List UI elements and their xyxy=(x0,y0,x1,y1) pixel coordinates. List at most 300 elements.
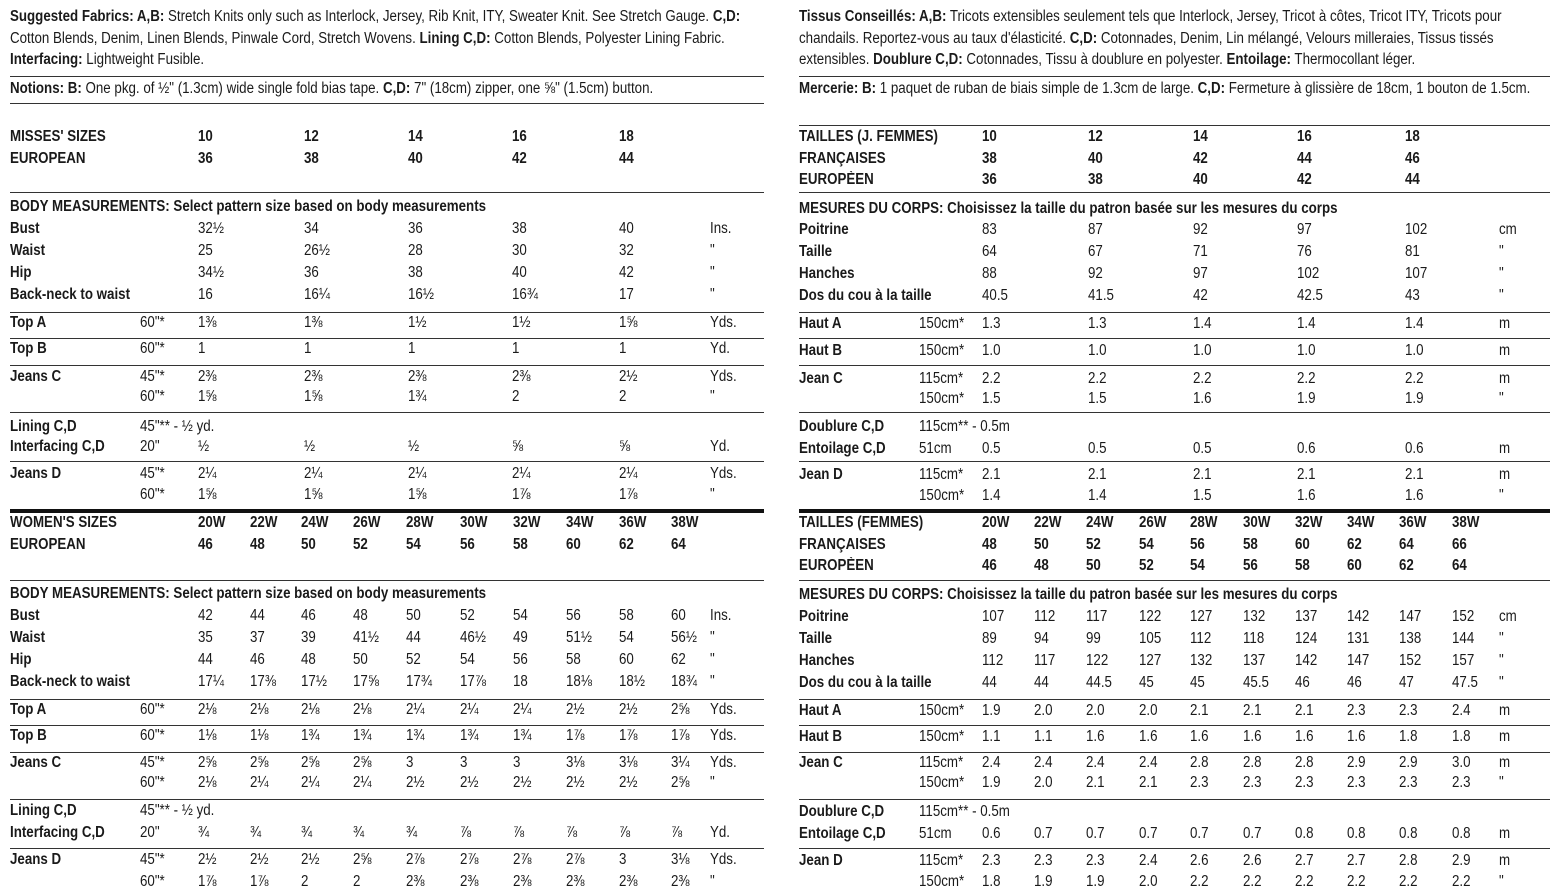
women-body-cell: 122 xyxy=(1139,608,1162,625)
misses-size-cell: 40 xyxy=(1088,149,1103,167)
women-yardage-cell: 2.1 xyxy=(1243,702,1262,719)
women-yardage-cell: ¾ xyxy=(406,824,418,841)
women-yardage-label: Doublure C,D xyxy=(799,803,885,820)
women-size-cell: 46 xyxy=(982,557,997,574)
misses-yardage-cell: 1½ xyxy=(408,314,427,331)
women-yardage-cell: 2⅜ xyxy=(671,873,690,890)
misses-divider xyxy=(799,312,1550,313)
women-yardage-cell: 1.9 xyxy=(982,774,1001,791)
women-yardage-cell: 2.9 xyxy=(1347,754,1366,771)
women-unit: " xyxy=(710,673,715,690)
misses-fabric-width: 20" xyxy=(140,438,160,455)
women-yardage-cell: 0.7 xyxy=(1086,825,1105,842)
misses-yardage-cell: 1 xyxy=(198,340,206,357)
misses-unit: Yds. xyxy=(710,368,737,385)
women-body-cell: 44.5 xyxy=(1086,674,1112,691)
women-yardage-cell: 2⅜ xyxy=(619,873,638,890)
misses-size-label: TAILLES (J. FEMMES) xyxy=(799,128,938,145)
misses-size-cell: 10 xyxy=(198,128,213,145)
misses-body-cell: 17 xyxy=(619,286,634,303)
misses-yardage-label: Lining C,D xyxy=(10,418,77,435)
women-yardage-cell: 2⅞ xyxy=(513,851,532,868)
women-unit: " xyxy=(1499,873,1504,890)
women-body-cell: 94 xyxy=(1034,630,1049,647)
women-yardage-label: Interfacing C,D xyxy=(10,824,105,841)
women-yardage-cell: ⅞ xyxy=(671,824,683,841)
misses-yardage-cell: 1.6 xyxy=(1405,487,1424,504)
notions-segment: One pkg. of ½" (1.3cm) wide single fold bias tape. xyxy=(81,80,383,97)
women-yardage-label: Haut A xyxy=(799,702,842,719)
misses-body-cell: 40.5 xyxy=(982,287,1008,304)
women-body-label: Hip xyxy=(10,651,32,668)
women-yardage-cell: 1.9 xyxy=(982,702,1001,719)
misses-yardage-cell: 1⅝ xyxy=(619,314,638,331)
women-yardage-label: Top A xyxy=(10,701,47,718)
misses-size-label: EUROPÈEN xyxy=(799,171,874,188)
women-body-cell: 117 xyxy=(1086,608,1108,625)
misses-yardage-cell: 1.0 xyxy=(1405,342,1424,359)
women-size-cell: 36W xyxy=(1399,514,1427,531)
women-yardage-cell: 2.3 xyxy=(1399,774,1418,791)
women-body-heading: MESURES DU CORPS: Choisissez la taille du patron basée sur les mesures du corps xyxy=(799,586,1338,603)
women-divider xyxy=(10,580,764,581)
misses-body-cell: 34½ xyxy=(198,264,224,281)
misses-body-cell: 81 xyxy=(1405,243,1420,260)
women-body-cell: 49 xyxy=(513,629,528,646)
misses-yardage-cell: 1 xyxy=(619,340,627,357)
women-fabric-width: 150cm* xyxy=(919,728,965,745)
misses-unit: " xyxy=(710,286,715,303)
misses-body-cell: 64 xyxy=(982,243,997,260)
women-body-cell: 46½ xyxy=(460,629,486,646)
women-body-cell: 131 xyxy=(1347,630,1370,647)
misses-body-cell: 32 xyxy=(619,242,634,259)
women-body-cell: 44 xyxy=(250,607,265,624)
women-fabric-width: 45"** - ½ yd. xyxy=(140,802,215,819)
section-divider-thick xyxy=(799,509,1550,513)
misses-yardage-label: Haut A xyxy=(799,315,842,332)
women-unit: " xyxy=(1499,774,1504,791)
women-body-cell: 44 xyxy=(198,651,213,668)
women-size-cell: 26W xyxy=(353,514,381,531)
misses-yardage-cell: 1.0 xyxy=(1297,342,1316,359)
misses-yardage-cell: 1.0 xyxy=(1193,342,1212,359)
misses-fabric-width: 115cm* xyxy=(919,466,964,483)
women-unit: " xyxy=(710,651,715,668)
women-yardage-label: Jeans C xyxy=(10,754,62,771)
women-yardage-cell: ⅞ xyxy=(460,824,472,841)
misses-yardage-cell: 2¼ xyxy=(619,465,638,482)
misses-yardage-label: Jeans D xyxy=(10,465,62,482)
misses-size-cell: 16 xyxy=(512,128,527,145)
fabrics-divider xyxy=(10,76,764,77)
misses-unit: Yds. xyxy=(710,314,737,331)
misses-body-label: Hip xyxy=(10,264,32,281)
misses-divider xyxy=(799,192,1550,193)
women-size-cell: 46 xyxy=(198,535,213,553)
women-unit: Yds. xyxy=(710,727,737,744)
misses-body-cell: 43 xyxy=(1405,287,1420,304)
misses-fabric-width: 115cm* xyxy=(919,370,964,387)
misses-unit: m xyxy=(1499,466,1511,483)
women-yardage-cell: 3¼ xyxy=(671,754,690,771)
women-body-cell: 147 xyxy=(1347,652,1370,669)
misses-size-cell: 16 xyxy=(1297,128,1312,145)
women-body-cell: 62 xyxy=(671,651,686,668)
misses-yardage-cell: 0.5 xyxy=(982,440,1001,457)
women-body-cell: 17⅝ xyxy=(353,673,379,690)
misses-body-cell: 36 xyxy=(304,264,319,281)
misses-size-cell: 14 xyxy=(1193,128,1208,145)
women-yardage-cell: 1.1 xyxy=(1034,728,1053,745)
women-yardage-cell: ¾ xyxy=(198,824,210,841)
women-yardage-cell: 1.6 xyxy=(1347,728,1366,745)
notions-divider xyxy=(799,125,1550,126)
women-fabric-width: 115cm** - 0.5m xyxy=(919,803,1010,820)
women-size-cell: 50 xyxy=(1034,535,1049,553)
women-size-cell: 36W xyxy=(619,514,647,531)
misses-yardage-cell: 1⅞ xyxy=(512,486,531,503)
women-unit: m xyxy=(1499,702,1511,719)
women-unit: Yds. xyxy=(710,851,737,868)
women-size-label: EUROPÈEN xyxy=(799,557,874,574)
women-body-cell: 48 xyxy=(301,651,316,668)
women-yardage-cell: 2.2 xyxy=(1243,873,1262,890)
women-size-cell: 60 xyxy=(1347,557,1362,574)
women-body-cell: 47 xyxy=(1399,674,1414,691)
women-yardage-cell: 1¾ xyxy=(353,727,372,744)
women-yardage-cell: 2½ xyxy=(406,774,425,791)
women-size-cell: 60 xyxy=(1295,535,1310,553)
women-yardage-cell: 2⅝ xyxy=(250,754,269,771)
women-yardage-cell: 2.6 xyxy=(1243,852,1262,869)
misses-fabric-width: 60"* xyxy=(140,486,165,503)
misses-yardage-label: Top A xyxy=(10,314,47,331)
misses-body-heading: MESURES DU CORPS: Choisissez la taille du patron basée sur les mesures du corps xyxy=(799,200,1338,217)
women-body-cell: 17⅞ xyxy=(460,673,486,690)
misses-fabric-width: 115cm** - 0.5m xyxy=(919,418,1010,435)
women-divider xyxy=(10,799,764,800)
suggested-fabrics-segment: C,D: xyxy=(1069,29,1098,47)
women-yardage-cell: 1¾ xyxy=(406,727,425,744)
women-yardage-cell: 2.0 xyxy=(1034,774,1053,791)
women-yardage-cell: 2.4 xyxy=(982,754,1001,771)
misses-body-label: Dos du cou à la taille xyxy=(799,287,932,304)
suggested-fabrics-segment: Entoilage: xyxy=(1226,51,1291,68)
women-yardage-cell: 2¼ xyxy=(250,774,269,791)
women-divider xyxy=(10,752,764,753)
misses-fabric-width: 51cm xyxy=(919,440,952,457)
misses-yardage-cell: 1¾ xyxy=(408,388,427,405)
women-size-cell: 28W xyxy=(406,514,434,531)
women-yardage-cell: 0.6 xyxy=(982,825,1001,842)
women-size-cell: 24W xyxy=(301,514,329,531)
misses-unit: " xyxy=(710,242,715,259)
women-yardage-label: Jean D xyxy=(799,852,843,869)
misses-body-cell: 102 xyxy=(1405,221,1428,238)
notions xyxy=(10,78,767,100)
misses-yardage-cell: 2.2 xyxy=(1297,370,1316,387)
women-body-cell: 47.5 xyxy=(1452,674,1478,691)
women-size-cell: 62 xyxy=(619,535,634,553)
women-size-cell: 38W xyxy=(671,514,699,531)
women-fabric-width: 150cm* xyxy=(919,774,965,791)
women-body-heading: BODY MEASUREMENTS: Select pattern size based on body measurements xyxy=(10,585,487,602)
women-yardage-cell: 3 xyxy=(619,851,627,868)
women-yardage-cell: 2.3 xyxy=(1243,774,1262,791)
misses-body-label: Taille xyxy=(799,243,833,260)
women-yardage-cell: 2⅛ xyxy=(353,701,372,718)
misses-size-cell: 36 xyxy=(982,171,997,188)
misses-yardage-cell: 1⅜ xyxy=(304,314,323,331)
women-yardage-cell: 1⅛ xyxy=(198,727,217,744)
women-body-cell: 127 xyxy=(1139,652,1162,669)
women-yardage-cell: 1⅞ xyxy=(198,873,217,890)
notions-segment: Notions: B: xyxy=(10,80,82,97)
misses-yardage-cell: 2⅜ xyxy=(304,368,323,385)
women-yardage-cell: 1⅞ xyxy=(671,727,690,744)
misses-yardage-cell: 0.6 xyxy=(1297,440,1316,457)
women-yardage-cell: 2⅛ xyxy=(301,701,320,718)
women-size-cell: 64 xyxy=(1399,535,1414,553)
women-fabric-width: 45"* xyxy=(140,754,165,771)
women-divider xyxy=(799,580,1550,581)
women-size-cell: 56 xyxy=(1243,557,1258,574)
women-yardage-cell: 2.0 xyxy=(1086,702,1105,719)
misses-unit: " xyxy=(1499,265,1504,282)
women-body-cell: 112 xyxy=(1190,630,1212,647)
misses-fabric-width: 150cm* xyxy=(919,315,965,332)
women-size-cell: 34W xyxy=(566,514,594,531)
women-body-cell: 45 xyxy=(1190,674,1205,691)
women-yardage-cell: 0.7 xyxy=(1243,825,1262,842)
women-body-cell: 147 xyxy=(1399,608,1422,625)
women-unit: m xyxy=(1499,852,1511,869)
misses-yardage-cell: 1.6 xyxy=(1193,390,1212,407)
misses-size-cell: 36 xyxy=(198,149,213,167)
suggested-fabrics-segment: Cotton Blends, Polyester Lining Fabric. xyxy=(490,29,725,47)
misses-yardage-cell: 2.1 xyxy=(1405,466,1424,483)
women-yardage-cell: 1.9 xyxy=(1034,873,1053,890)
women-yardage-cell: 1¾ xyxy=(513,727,532,744)
misses-body-cell: 76 xyxy=(1297,243,1312,260)
misses-yardage-label: Haut B xyxy=(799,342,842,359)
women-body-cell: 60 xyxy=(619,651,634,668)
misses-yardage-cell: 2.2 xyxy=(1193,370,1212,387)
women-fabric-width: 60"* xyxy=(140,774,165,791)
women-body-cell: 54 xyxy=(619,629,634,646)
women-body-cell: 37 xyxy=(250,629,265,646)
misses-yardage-cell: 2.1 xyxy=(1088,466,1107,483)
misses-yardage-cell: 2 xyxy=(619,388,627,405)
women-yardage-cell: 1.6 xyxy=(1243,728,1262,745)
women-unit: Yds. xyxy=(710,754,737,771)
misses-body-cell: 28 xyxy=(408,242,423,259)
women-size-cell: 48 xyxy=(1034,557,1049,574)
suggested-fabrics xyxy=(799,6,1556,71)
women-body-cell: 127 xyxy=(1190,608,1213,625)
women-body-cell: 50 xyxy=(406,607,421,624)
women-yardage-cell: 1⅞ xyxy=(566,727,585,744)
women-yardage-cell: ¾ xyxy=(250,824,262,841)
misses-size-cell: 40 xyxy=(1193,171,1208,188)
women-yardage-label: Top B xyxy=(10,727,47,744)
women-yardage-cell: 2½ xyxy=(301,851,320,868)
women-yardage-cell: 1.6 xyxy=(1086,728,1105,745)
women-yardage-cell: 2.3 xyxy=(1034,852,1053,869)
notions xyxy=(799,78,1556,100)
women-yardage-cell: 2⅛ xyxy=(250,701,269,718)
misses-body-cell: 67 xyxy=(1088,243,1103,260)
misses-yardage-cell: 1⅜ xyxy=(198,314,217,331)
women-body-cell: 46 xyxy=(250,651,265,668)
misses-yardage-cell: 1.4 xyxy=(1297,315,1316,332)
women-size-cell: 22W xyxy=(250,514,278,531)
women-yardage-cell: 2½ xyxy=(250,851,269,868)
women-body-cell: 35 xyxy=(198,629,213,646)
women-size-cell: 24W xyxy=(1086,514,1114,531)
women-yardage-cell: 1.8 xyxy=(1452,728,1471,745)
misses-yardage-cell: 2⅜ xyxy=(408,368,427,385)
women-yardage-cell: 2.4 xyxy=(1034,754,1053,771)
misses-divider xyxy=(799,461,1550,462)
misses-fabric-width: 45"** - ½ yd. xyxy=(140,418,215,435)
suggested-fabrics-segment: Cotonnades, Denim, Lin mélangé, Velours milleraies, Tissus tissés extensibles. xyxy=(799,29,1494,68)
women-yardage-cell: 2.3 xyxy=(1190,774,1209,791)
women-body-cell: 46 xyxy=(301,607,316,624)
women-yardage-cell: 0.8 xyxy=(1295,825,1314,842)
women-size-cell: 54 xyxy=(406,535,421,553)
women-divider xyxy=(799,752,1550,753)
women-body-cell: 137 xyxy=(1243,652,1266,669)
women-yardage-cell: 2.1 xyxy=(1086,774,1105,791)
misses-divider xyxy=(10,338,764,339)
suggested-fabrics-segment: Interfacing: xyxy=(10,51,83,68)
women-unit: " xyxy=(1499,652,1504,669)
suggested-fabrics-segment: Lightweight Fusible. xyxy=(82,51,205,68)
women-body-cell: 17½ xyxy=(301,673,327,690)
misses-fabric-width: 60"* xyxy=(140,340,165,357)
misses-yardage-cell: 1.0 xyxy=(982,342,1001,359)
women-fabric-width: 60"* xyxy=(140,727,165,744)
misses-yardage-cell: 0.6 xyxy=(1405,440,1424,457)
notions-divider xyxy=(10,103,764,104)
women-size-cell: 50 xyxy=(1086,557,1101,574)
misses-yardage-label: Entoilage C,D xyxy=(799,440,886,457)
women-yardage-cell: 2½ xyxy=(198,851,217,868)
misses-body-cell: 102 xyxy=(1297,265,1320,282)
misses-size-cell: 12 xyxy=(1088,128,1103,145)
misses-size-cell: 44 xyxy=(1297,149,1312,167)
misses-body-cell: 26½ xyxy=(304,242,330,259)
misses-body-cell: 71 xyxy=(1193,243,1208,260)
women-size-cell: 52 xyxy=(353,535,368,553)
misses-yardage-cell: 2 xyxy=(512,388,520,405)
suggested-fabrics-segment: Tricots extensibles seulement tels que Interlock, Jersey, Tricot à côtes, Tricot ITY, Tricots pour chandails. Reportez-vous au taux d'élasticité. xyxy=(799,8,1502,47)
misses-divider xyxy=(799,338,1550,339)
misses-yardage-cell: 1.6 xyxy=(1297,487,1316,504)
women-size-cell: 30W xyxy=(1243,514,1271,531)
women-yardage-cell: ¾ xyxy=(353,824,365,841)
misses-yardage-cell: 1.4 xyxy=(982,487,1001,504)
notions-segment: C,D: xyxy=(1197,80,1226,97)
women-yardage-cell: 2.8 xyxy=(1399,852,1418,869)
women-body-cell: 132 xyxy=(1243,608,1266,625)
women-body-cell: 18⅛ xyxy=(566,673,592,690)
women-body-cell: 18½ xyxy=(619,673,645,690)
women-body-cell: 107 xyxy=(982,608,1005,625)
women-yardage-cell: 1¾ xyxy=(301,727,320,744)
section-divider-thick xyxy=(10,509,764,513)
women-size-cell: 60 xyxy=(566,535,581,553)
misses-yardage-cell: 1⅝ xyxy=(304,388,323,405)
misses-body-cell: 87 xyxy=(1088,221,1103,238)
women-unit: Ins. xyxy=(710,607,732,624)
women-yardage-cell: 2.3 xyxy=(1347,702,1366,719)
misses-divider xyxy=(10,412,764,413)
women-yardage-cell: 0.7 xyxy=(1034,825,1053,842)
misses-body-cell: 92 xyxy=(1088,265,1103,282)
misses-size-cell: 42 xyxy=(512,149,527,167)
women-body-label: Poitrine xyxy=(799,608,849,625)
women-body-cell: 58 xyxy=(619,607,634,624)
women-yardage-cell: 2.3 xyxy=(1347,774,1366,791)
misses-body-cell: 36 xyxy=(408,220,423,237)
women-yardage-cell: 2.3 xyxy=(1086,852,1105,869)
misses-size-cell: 40 xyxy=(408,149,423,167)
misses-yardage-cell: 1.3 xyxy=(982,315,1001,332)
women-yardage-cell: 2.1 xyxy=(1295,702,1314,719)
misses-yardage-cell: 2.2 xyxy=(982,370,1001,387)
misses-divider xyxy=(799,365,1550,366)
women-body-cell: 112 xyxy=(982,652,1004,669)
women-fabric-width: 115cm* xyxy=(919,852,964,869)
women-yardage-cell: 2½ xyxy=(566,701,585,718)
women-size-cell: 62 xyxy=(1347,535,1362,553)
fabrics-divider xyxy=(799,76,1550,77)
misses-yardage-cell: 1⅝ xyxy=(198,486,217,503)
misses-body-cell: 38 xyxy=(512,220,527,237)
misses-yardage-cell: 1½ xyxy=(512,314,531,331)
women-yardage-label: Entoilage C,D xyxy=(799,825,886,842)
women-yardage-cell: 2⅞ xyxy=(460,851,479,868)
women-size-cell: 64 xyxy=(1452,557,1467,574)
women-body-cell: 44 xyxy=(982,674,997,691)
misses-body-label: Bust xyxy=(10,220,40,237)
misses-size-label: EUROPEAN xyxy=(10,149,86,167)
misses-yardage-cell: 1 xyxy=(408,340,416,357)
misses-size-cell: 44 xyxy=(1405,171,1420,188)
women-yardage-cell: 2½ xyxy=(619,701,638,718)
misses-body-cell: 16½ xyxy=(408,286,434,303)
women-yardage-cell: 2¼ xyxy=(406,701,425,718)
misses-body-label: Hanches xyxy=(799,265,855,282)
misses-yardage-cell: 1⅝ xyxy=(408,486,427,503)
women-body-cell: 157 xyxy=(1452,652,1475,669)
women-yardage-cell: 1.6 xyxy=(1190,728,1209,745)
suggested-fabrics-segment: Doublure C,D: xyxy=(873,51,963,68)
misses-unit: m xyxy=(1499,342,1511,359)
women-yardage-cell: 2.8 xyxy=(1243,754,1262,771)
women-yardage-cell: 1¾ xyxy=(460,727,479,744)
women-fabric-width: 60"* xyxy=(140,873,165,890)
misses-size-cell: 44 xyxy=(619,149,634,167)
women-yardage-cell: 3 xyxy=(406,754,414,771)
women-unit: " xyxy=(1499,674,1504,691)
misses-yardage-cell: 1 xyxy=(304,340,312,357)
women-yardage-cell: 2.2 xyxy=(1190,873,1209,890)
misses-body-cell: 34 xyxy=(304,220,319,237)
